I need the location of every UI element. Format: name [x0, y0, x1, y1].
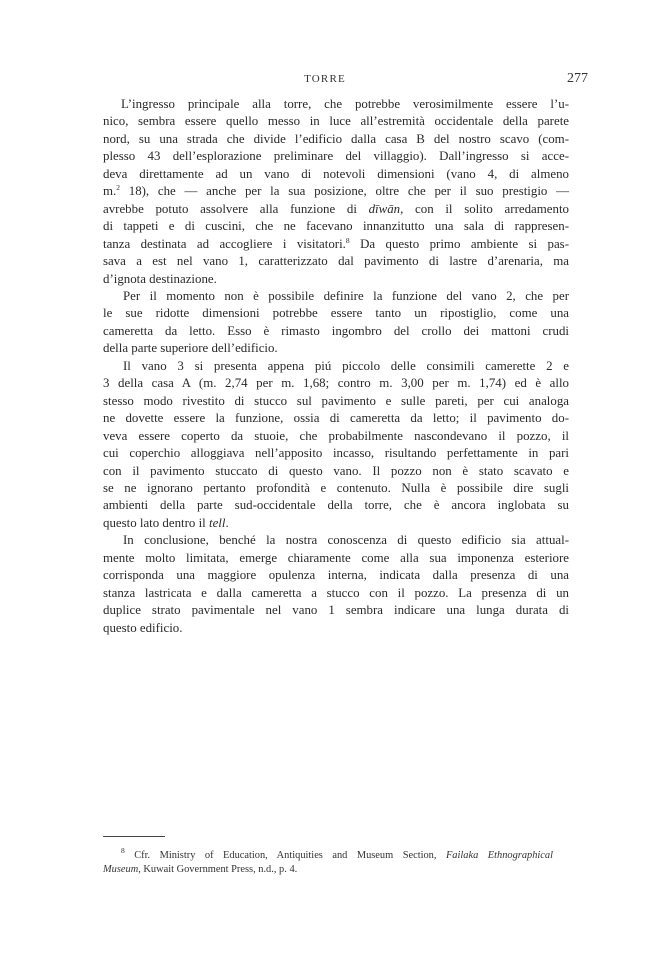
page-number: 277 [567, 71, 588, 86]
text-run: Da questo primo ambiente si pas- [349, 236, 569, 251]
text-line: d’ignota destinazione. [103, 271, 217, 286]
paragraph [103, 358, 569, 533]
footnote-line [103, 863, 553, 877]
paragraph [103, 96, 569, 288]
running-head [0, 71, 650, 91]
text-line: stesso modo rivestito di stucco sul pavimento e sulle pareti, per cui analoga [103, 393, 569, 408]
text-line: ambienti della parte sud-occidentale della torre, che è ancora inglobata su [103, 498, 569, 513]
text-line: Il vano 3 si presenta appena piú piccolo delle consimili camerette 2 e [123, 358, 569, 373]
text-line: stanza lastricata e dalla cameretta a stucco con il pozzo. La presenza di un [103, 585, 569, 600]
text-run: . [225, 515, 229, 530]
footnote-marker: 8 [121, 846, 125, 855]
text-line: le sue ridotte dimensioni potrebbe essere tanto un ripostiglio, come una [103, 306, 569, 321]
italic-term: tell [208, 515, 226, 530]
paragraph [103, 288, 569, 358]
superscript: 2 [116, 183, 120, 193]
text-line: duplice strato pavimentale nel vano 1 sembra indicare una lunga durata di [103, 603, 569, 618]
text-line: L’ingresso principale alla torre, che potrebbe verosimilmente essere l’u- [121, 97, 569, 111]
text-line: sava a est nel vano 1, caratterizzato dal pavimento di lastre d’arenaria, ma [103, 254, 569, 269]
text-line: se ne ignorano pertanto profondità e contenuto. Nulla è possibile dire sugli [103, 480, 569, 495]
text-line [103, 183, 569, 200]
text-run: , con il solito arredamento [400, 201, 569, 216]
footnote-title-italic-cont: Museum [103, 864, 139, 875]
text-line [103, 201, 569, 218]
text-line: questo edificio. [103, 620, 183, 635]
text-line: corrisponda una maggiore opulenza interna, indicata dalla presenza di una [103, 568, 569, 583]
footnote-title-italic: Failaka Ethnographical [445, 850, 553, 861]
text-line: Per il momento non è possibile definire la funzione del vano 2, che per [123, 288, 569, 303]
text-line: cui coperchio alloggiava nell’apposito incasso, risultando perfettamente in pari [103, 446, 569, 461]
text-line: di tappeti e di cuscini, che ne facevano innanzitutto una sala di rappresen- [103, 219, 569, 234]
text-line: con il pavimento stuccato di questo vano. Il pozzo non è stato scavato e [103, 463, 569, 478]
body-text [103, 96, 569, 637]
text-line: nord, su una strada che divide l’edificio dalla casa B del nostro scavo (com- [103, 131, 569, 146]
text-line: nico, sembra essere quello messo in luce all’estremità occidentale della parete [103, 114, 569, 129]
text-line [103, 515, 569, 532]
text-run: avrebbe potuto assolvere alla funzione di [103, 201, 369, 216]
text-line: plesso 43 dell’esplorazione preliminare del villaggio). Dall’ingresso si acce- [103, 149, 569, 164]
text-run: tanza destinata ad accogliere i visitatori. [103, 236, 346, 251]
footnote-text-cont: , Kuwait Government Press, n.d., p. 4. [138, 864, 298, 875]
text-line: mente molto limitata, emerge chiaramente come alla sua imponenza esteriore [103, 550, 569, 565]
footnote-text: Cfr. Ministry of Education, Antiquities and Museum Section, [124, 850, 446, 861]
text-line: ne dovette essere la funzione, ossia di cameretta da letto; il pavimento do- [103, 411, 569, 426]
paragraph [103, 532, 569, 637]
text-run: 18), che — anche per la sua posizione, oltre che per il suo prestigio — [120, 184, 569, 199]
text-run: questo lato dentro il [103, 515, 209, 530]
italic-term: dīwān [368, 201, 401, 216]
text-line: della parte superiore dell’edificio. [103, 341, 278, 356]
text-line: In conclusione, benché la nostra conoscenza di questo edificio sia attual- [123, 533, 569, 548]
running-title: TORRE [304, 73, 346, 85]
footnote [103, 846, 553, 877]
superscript: 8 [345, 235, 350, 245]
text-line: veva essere coperto da stuoie, che probabilmente nascondevano il pozzo, il [103, 428, 569, 443]
text-line [103, 236, 569, 253]
footnote-line [103, 846, 553, 863]
footnote-divider [103, 836, 165, 837]
text-line: deva direttamente ad un vano di notevoli dimensioni (vano 4, di almeno [103, 166, 569, 181]
text-run: m. [103, 184, 117, 199]
text-line: cameretta da letto. Esso è rimasto ingombro del crollo dei mattoni crudi [103, 323, 569, 338]
text-line: 3 della casa A (m. 2,74 per m. 1,68; contro m. 3,00 per m. 1,74) ed è allo [103, 376, 569, 391]
